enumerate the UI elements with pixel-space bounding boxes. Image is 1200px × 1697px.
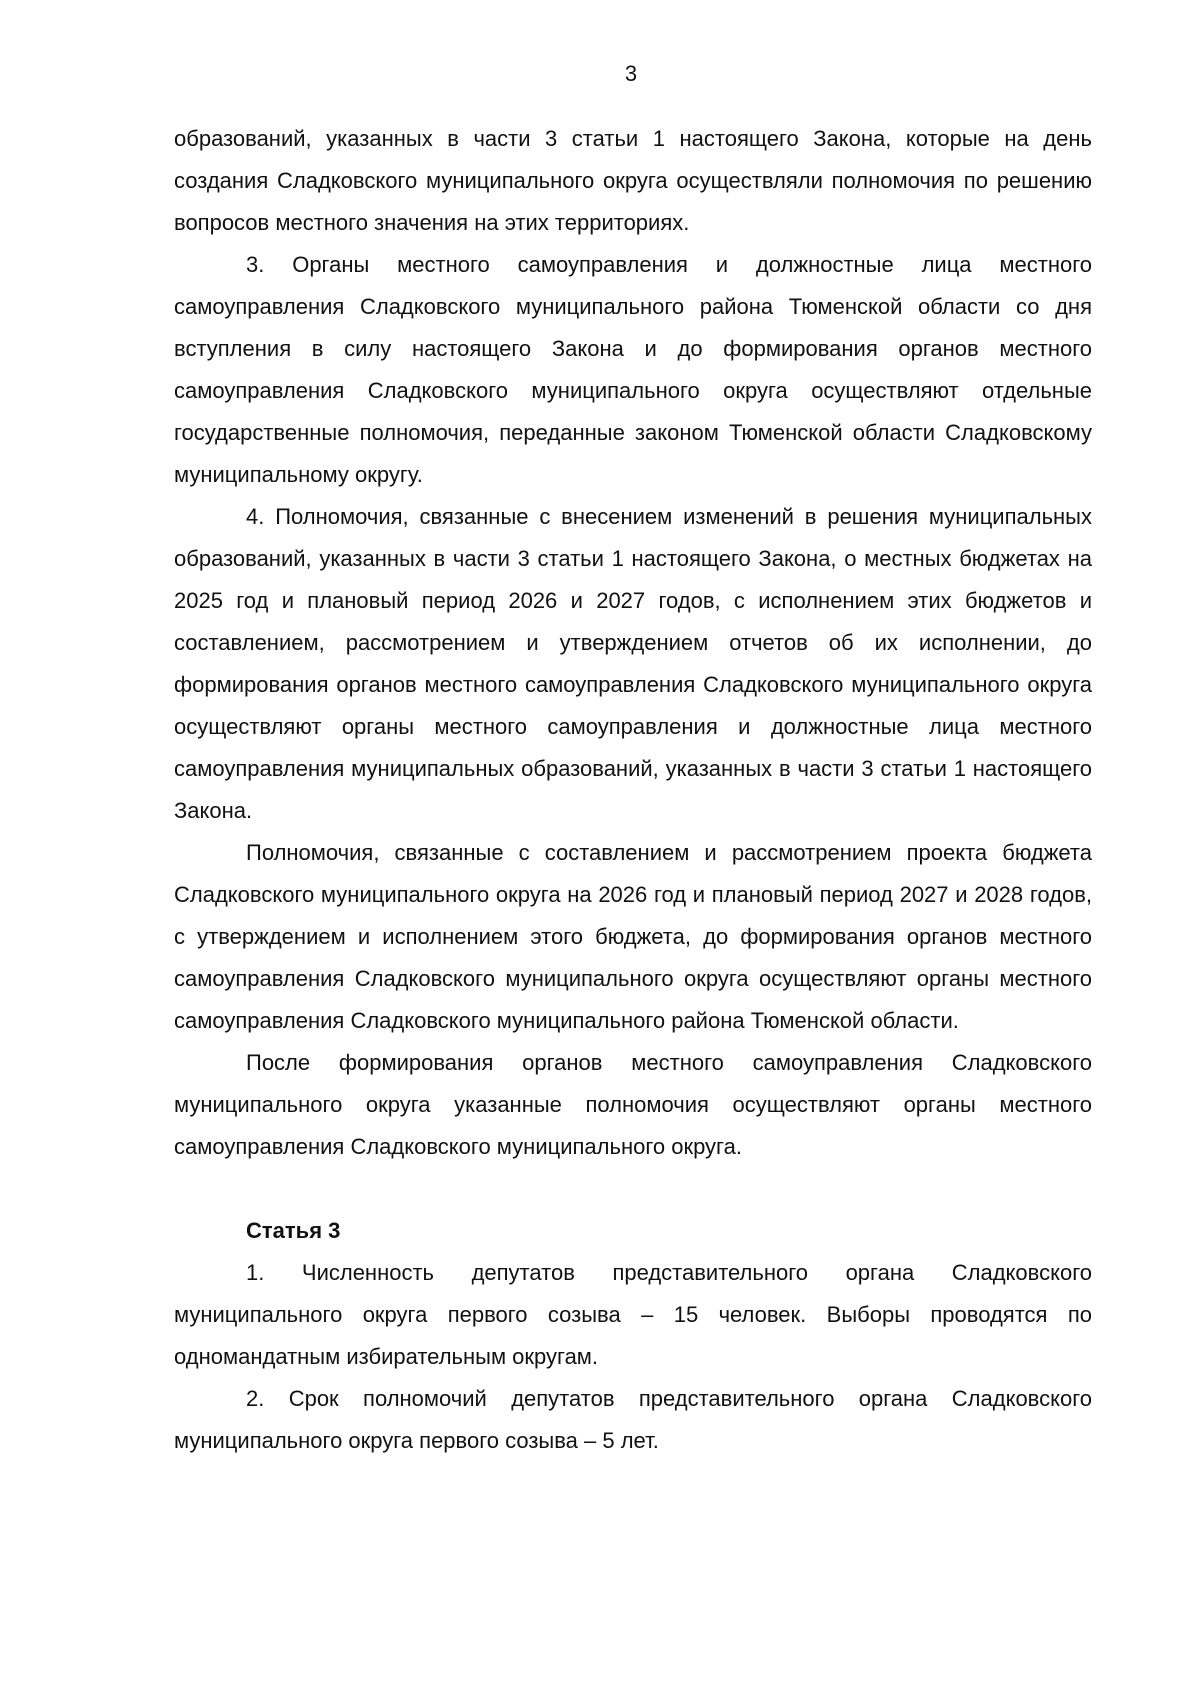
paragraph-article3-item-1: 1. Численность депутатов представительного органа Сладковского муниципального округа первого созыва – 15 человек. Выборы проводятся по одномандатным избирательным округам. [174, 1260, 1092, 1369]
paragraph-continuation: образований, указанных в части 3 статьи 1 настоящего Закона, которые на день создания Сладковского муниципального округа осуществляли полномочия по решению вопросов местного значения на этих территориях. [174, 126, 1092, 235]
document-body [174, 118, 1092, 1462]
paragraph-article3-item-2: 2. Срок полномочий депутатов представительного органа Сладковского муниципального округа первого созыва – 5 лет. [174, 1386, 1092, 1453]
paragraph-after-formation: После формирования органов местного самоуправления Сладковского муниципального округа указанные полномочия осуществляют органы местного самоуправления Сладковского муниципального округа. [174, 1050, 1092, 1159]
page-number: 3 [624, 61, 638, 86]
paragraph-item-4: 4. Полномочия, связанные с внесением изменений в решения муниципальных образований, указанных в части 3 статьи 1 настоящего Закона, о местных бюджетах на 2025 год и плановый период 2026 и 2027 годов, с исполнением этих бюджетов и составлением, рассмотрением и утверждением отчетов об их исполнении, до формирования органов местного самоуправления Сладковского муниципального округа осуществляют органы местного самоуправления и должностные лица местного самоуправления муниципальных образований, указанных в части 3 статьи 1 настоящего Закона. [174, 504, 1092, 823]
article-heading: Статья 3 [246, 1218, 341, 1243]
paragraph-budget-2026: Полномочия, связанные с составлением и рассмотрением проекта бюджета Сладковского муниципального округа на 2026 год и плановый период 2027 и 2028 годов, с утверждением и исполнением этого бюджета, до формирования органов местного самоуправления Сладковского муниципального округа осуществляют органы местного самоуправления Сладковского муниципального района Тюменской области. [174, 840, 1092, 1033]
paragraph-item-3: 3. Органы местного самоуправления и должностные лица местного самоуправления Сладковского муниципального района Тюменской области со дня вступления в силу настоящего Закона и до формирования органов местного самоуправления Сладковского муниципального округа осуществляют отдельные государственные полномочия, переданные законом Тюменской области Сладковскому муниципальному округу. [174, 252, 1092, 487]
